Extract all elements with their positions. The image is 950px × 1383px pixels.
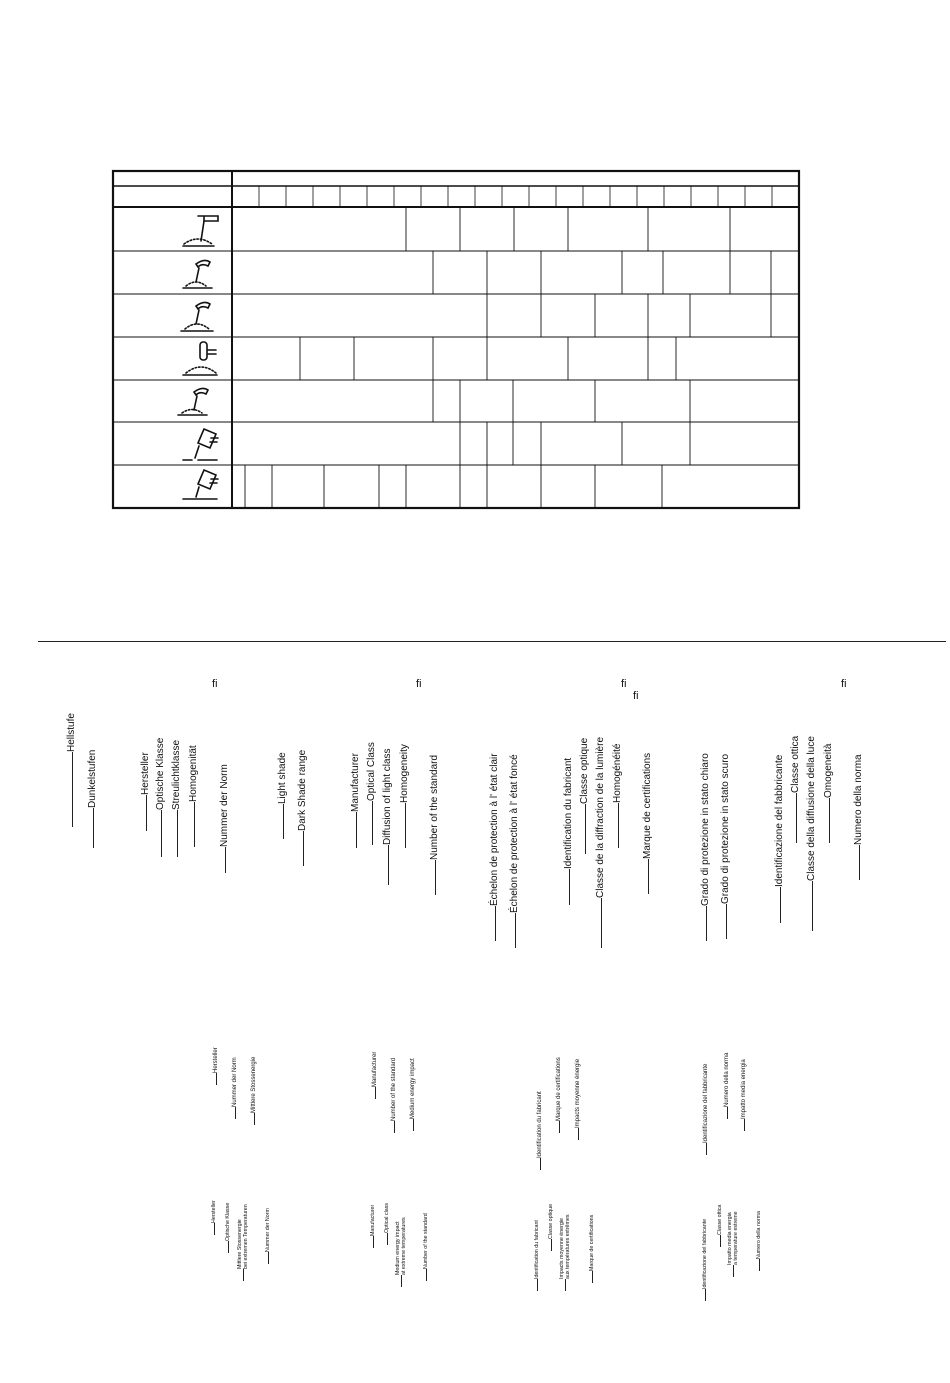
label-homogeneity-en: Homogeneity	[400, 744, 410, 853]
mid-impact-fr: Impacts moyenne énergie	[575, 1059, 581, 1145]
low-manufacturer-en: Manufacturer	[371, 1205, 376, 1253]
low-impact-fr: Impacts moyenne énergie aux températures extrêmes	[560, 1215, 571, 1296]
section-divider	[38, 641, 946, 642]
mid-manufacturer-de: Hersteller	[213, 1047, 219, 1090]
low-impact-en: Medium energy impact at extreme temperatures	[396, 1217, 407, 1292]
ligature-glyph: ﬁ	[633, 690, 639, 702]
label-diffusion-class-en: Diffusion of light class	[383, 748, 393, 890]
label-light-shade-fr: Échelon de protection à l' état clair	[490, 753, 500, 946]
mid-manufacturer-it: Identificazione del fabbricante	[703, 1064, 709, 1160]
arc-gouging-icon	[183, 470, 218, 499]
mid-impact-it: Impatto media energia	[741, 1059, 747, 1136]
label-dark-shade-fr: Échelon de protection à l' état foncé	[510, 754, 520, 953]
tig-torch-icon	[183, 342, 217, 375]
low-impact-de: Mittlere Stossenergie bei extremen Temperaturen	[238, 1204, 249, 1286]
mid-standard-number-de: Nummer der Norm	[232, 1057, 238, 1124]
low-standard-number-it: Numero della norma	[757, 1211, 762, 1276]
mid-impact-en: Medium energy impact	[410, 1058, 416, 1136]
label-optical-class-it: Classe ottica	[791, 736, 801, 848]
low-impact-it: Impatto media energia a temperature estreme	[728, 1211, 739, 1282]
label-homogeneity-de: Homogenität	[189, 745, 199, 852]
label-light-shade-it: Grado di protezione in stato chiaro	[701, 753, 711, 946]
label-standard-number-it: Numero della norma	[854, 754, 864, 885]
mag-torch-icon	[181, 302, 213, 331]
label-dark-shade-it: Grado di protezione in stato scuro	[721, 754, 731, 944]
ligature-glyph: ﬁ	[621, 678, 627, 690]
mma-electrode-icon	[183, 429, 218, 460]
mid-manufacturer-en: Manufacturer	[372, 1052, 378, 1104]
label-standard-number-en: Number of the standard	[430, 755, 440, 900]
ligature-glyph: ﬁ	[416, 678, 422, 690]
label-homogeneity-fr: Homogénéité	[613, 744, 623, 853]
low-manufacturer-fr: Identification du fabricant	[535, 1220, 540, 1296]
label-diffusion-class-it: Classe della diffusione della luce	[807, 736, 817, 936]
label-optical-class-fr: Classe optique	[580, 738, 590, 859]
mid-certification-fr: Marque de certifications	[556, 1057, 562, 1138]
mid-manufacturer-fr: Identification du fabricant	[537, 1091, 543, 1175]
label-diffusion-class-de: Streulichtklasse	[172, 740, 182, 862]
ligature-glyph: ﬁ	[212, 678, 218, 690]
label-dark-shade-en: Dark Shade range	[298, 750, 308, 871]
label-light-shade-en: Light shade	[278, 752, 288, 844]
low-optical-class-fr: Classe optique	[549, 1204, 554, 1256]
low-manufacturer-de: Hersteller	[212, 1200, 217, 1240]
label-homogeneity-it: Omogeneità	[824, 744, 834, 848]
label-diffusion-class-fr: Classe de la diffraction de la lumière	[596, 737, 606, 953]
gas-welding-torch-icon	[183, 216, 218, 246]
label-optical-class-de: Optische Klasse	[156, 738, 166, 862]
low-manufacturer-it: Identificazione del fabbricante	[703, 1219, 708, 1306]
low-optical-class-en: Optical class	[385, 1203, 390, 1250]
low-certification-fr: Marque de certifications	[590, 1215, 595, 1288]
label-manufacturer-de: Hersteller	[141, 752, 151, 836]
label-light-shade-de: Hellstufe	[67, 713, 77, 832]
label-dark-shade-de: Dunkelstufen	[88, 750, 98, 853]
label-manufacturer-fr: Identification du fabricant	[564, 758, 574, 910]
label-optical-class-en: Optical Class	[367, 742, 377, 850]
mid-standard-number-en: Number of the standard	[391, 1058, 397, 1138]
ligature-glyph: ﬁ	[841, 678, 847, 690]
low-optical-class-de: Optische Klasse	[226, 1203, 231, 1258]
low-standard-number-en: Number of the standard	[424, 1213, 429, 1286]
label-manufacturer-it: Identificazione del fabbricante	[775, 755, 785, 928]
low-standard-number-de: Nummer der Norm	[266, 1208, 271, 1269]
mid-impact-de: Mittlere Stossenergie	[251, 1057, 257, 1130]
label-standard-number-de: Nummer der Norm	[220, 764, 230, 878]
label-manufacturer-en: Manufacturer	[351, 753, 361, 853]
mig-torch-icon	[183, 260, 212, 288]
label-certification-mark-fr: Marque de certifications	[643, 753, 653, 899]
mid-standard-number-it: Numero della norma	[724, 1053, 730, 1124]
plasma-cutting-torch-icon	[178, 388, 208, 415]
shade-table	[0, 0, 950, 520]
low-optical-class-it: Classe ottica	[718, 1205, 723, 1252]
